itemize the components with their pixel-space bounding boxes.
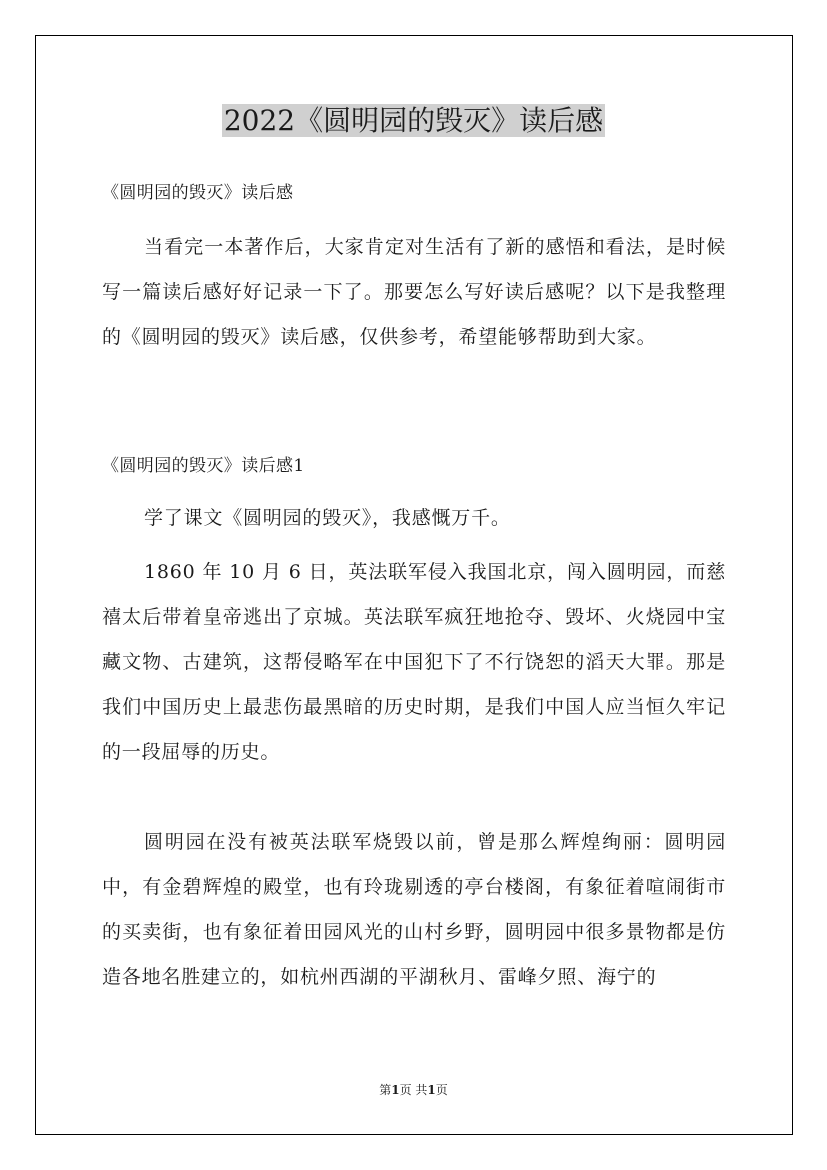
intro-heading: 《圆明园的毁灭》读后感	[102, 183, 294, 203]
document-title	[0, 101, 827, 141]
document-title-text: 2022《圆明园的毁灭》读后感	[223, 104, 604, 137]
paragraph-1: 学了课文《圆明园的毁灭》，我感慨万千。	[144, 507, 511, 529]
footer-page-prefix: 第	[379, 1083, 392, 1097]
section-heading: 《圆明园的毁灭》读后感1	[102, 456, 305, 476]
paragraph-3: 圆明园在没有被英法联军烧毁以前，曾是那么辉煌绚丽：圆明园中，有金碧辉煌的殿堂，也有玲珑剔透的亭台楼阁，有象征着喧闹街市的买卖街，也有象征着田园风光的山村乡野，圆明园中很多景物都是仿造各地名胜建立的，如杭州西湖的平湖秋月、雷峰夕照、海宁的	[102, 831, 726, 988]
footer-page-total: 1	[427, 1083, 436, 1097]
page-footer	[0, 1082, 827, 1098]
intro-paragraph: 当看完一本著作后，大家肯定对生活有了新的感悟和看法，是时候写一篇读后感好好记录一下了。那要怎么写好读后感呢？以下是我整理的《圆明园的毁灭》读后感，仅供参考，希望能够帮助到大家。	[102, 236, 726, 348]
footer-page-suffix: 页	[435, 1083, 448, 1097]
footer-page-mid: 页 共	[399, 1083, 428, 1097]
paragraph-2: 1860 年 10 月 6 日，英法联军侵入我国北京，闯入圆明园，而慈禧太后带着皇帝逃出了京城。英法联军疯狂地抢夺、毁坏、火烧园中宝藏文物、古建筑，这帮侵略军在中国犯下了不行饶恕的滔天大罪。那是我们中国历史上最悲伤最黑暗的历史时期，是我们中国人应当恒久牢记的一段屈辱的历史。	[102, 561, 726, 763]
footer-page-current: 1	[391, 1083, 400, 1097]
